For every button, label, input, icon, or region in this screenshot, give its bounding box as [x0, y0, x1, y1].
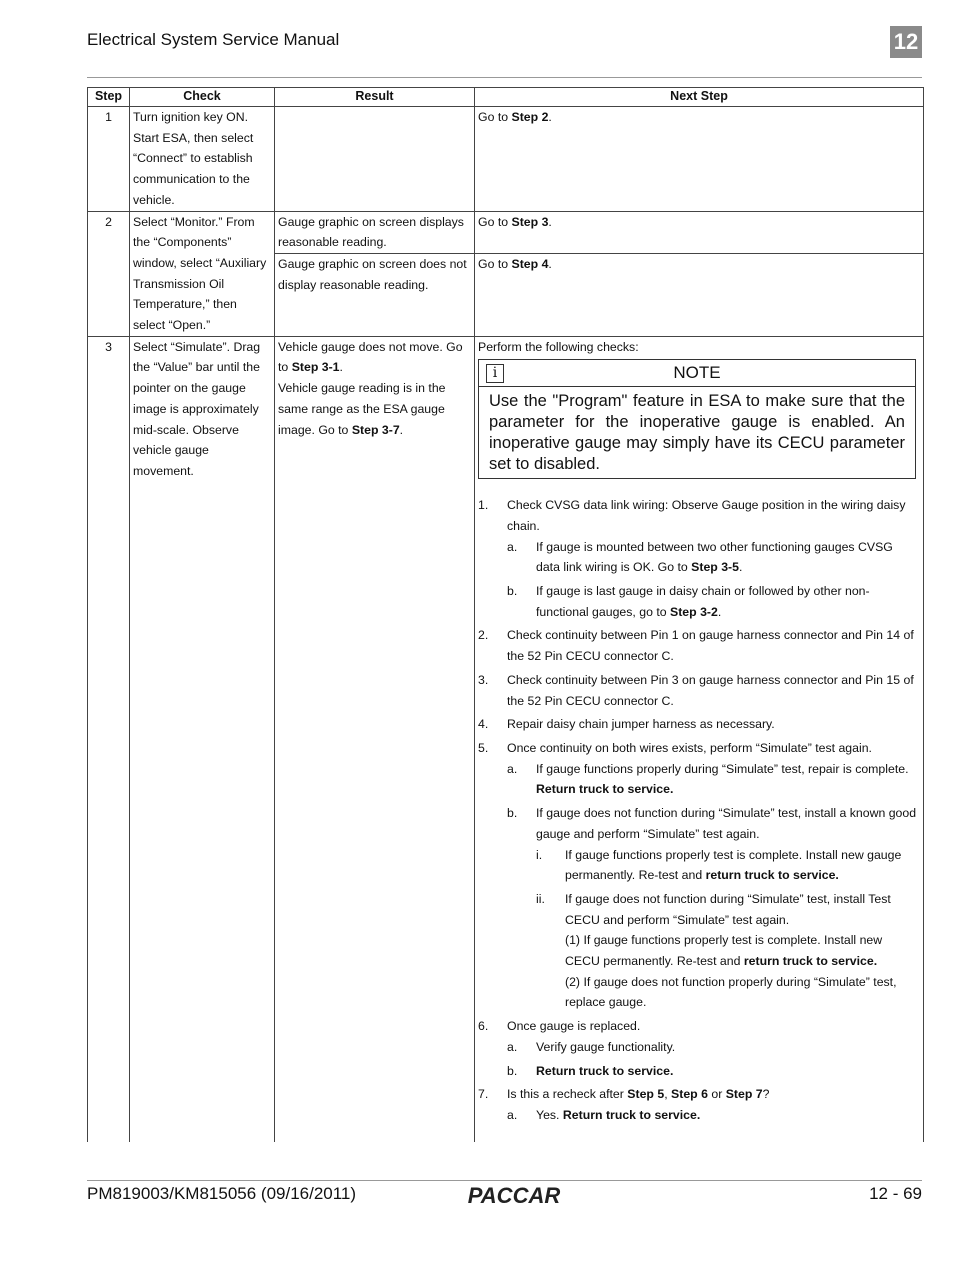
- item-letter: b.: [507, 1063, 518, 1078]
- item-number: 1.: [478, 498, 489, 513]
- step-link: Step 6: [671, 1087, 708, 1102]
- item-letter: a.: [507, 761, 518, 776]
- list-item: [478, 714, 920, 735]
- step-link: Step 3-1: [291, 360, 340, 375]
- result-text: [278, 378, 471, 440]
- step-link: Step 5: [627, 1087, 665, 1102]
- note-box: [478, 359, 916, 479]
- check-cell: [130, 107, 275, 212]
- result-text: Gauge graphic on screen does not display reasonable reading.: [278, 257, 467, 292]
- logo-text: PACCAR: [467, 1184, 561, 1206]
- sub-item: [507, 537, 920, 578]
- step-link: Step 7: [725, 1087, 763, 1102]
- list-item: [478, 625, 920, 666]
- sub-item: [507, 1105, 920, 1126]
- punct: ?: [762, 1087, 770, 1102]
- item-text: Once continuity on both wires exists, perform “Simulate” test again.: [507, 740, 872, 755]
- manual-title: Electrical System Service Manual: [87, 30, 340, 49]
- column-header-check: Check: [130, 88, 275, 107]
- chapter-badge: 12: [890, 26, 922, 58]
- result-cell: [275, 336, 475, 1142]
- outcome-text: (2) If gauge does not function properly during “Simulate” test, replace gauge.: [565, 974, 897, 1010]
- item-letter: b.: [507, 584, 518, 599]
- item-text: If gauge functions properly during “Simulate” test, repair is complete.: [536, 761, 909, 776]
- item-number: 2.: [478, 628, 489, 643]
- emphasis-text: return truck to service.: [743, 954, 878, 969]
- emphasis-text: Return truck to service.: [536, 782, 674, 797]
- step-link: Step 3-2: [670, 604, 718, 619]
- emphasis-text: Return truck to service.: [536, 1063, 674, 1078]
- item-text: Check continuity between Pin 3 on gauge harness connector and Pin 15 of the 52 Pin CECU connector C.: [507, 672, 914, 708]
- step-number: 2: [88, 211, 130, 336]
- item-text: If gauge does not function during “Simulate” test, install a known good gauge and perform “Simulate” test again.: [536, 806, 917, 841]
- check-text: Select “Simulate”. Drag the “Value” bar until the pointer on the gauge image is approximately mid-scale. Observe vehicle gauge movement.: [133, 339, 261, 478]
- column-header-next-step: Next Step: [475, 88, 924, 107]
- result-text: Gauge graphic on screen displays reasonable reading.: [278, 214, 464, 250]
- table-row: [88, 336, 924, 1142]
- item-letter: a.: [507, 1107, 518, 1122]
- item-text: Check CVSG data link wiring: Observe Gauge position in the wiring daisy chain.: [507, 498, 906, 533]
- page-number: 12 - 69: [869, 1184, 922, 1203]
- item-text: Yes.: [536, 1107, 563, 1122]
- list-item: [478, 738, 920, 1013]
- punct: .: [548, 257, 552, 272]
- step-link: Step 2: [511, 110, 549, 124]
- punct: .: [399, 422, 404, 437]
- next-step-text: Go to: [478, 257, 512, 272]
- result-cell: [275, 254, 475, 337]
- sub-sub-item: [536, 889, 920, 1013]
- punct: .: [548, 214, 552, 229]
- item-number: 3.: [478, 672, 489, 687]
- next-step-cell: [475, 254, 924, 337]
- info-icon: i: [486, 364, 504, 383]
- note-title: NOTE: [673, 363, 721, 383]
- table-row: [88, 211, 924, 254]
- item-text: If gauge functions properly test is complete. Install new gauge permanently. Re-test and: [565, 847, 902, 883]
- paccar-logo: [462, 1184, 566, 1211]
- item-text: Check continuity between Pin 1 on gauge harness connector and Pin 14 of the 52 Pin CECU connector C.: [507, 628, 914, 664]
- sub-sub-item: [536, 845, 920, 886]
- check-list: [478, 495, 920, 1125]
- item-number: 7.: [478, 1087, 489, 1102]
- item-text: If gauge is mounted between two other functioning gauges CVSG data link wiring is OK. Go to: [536, 539, 893, 575]
- step-number: 3: [88, 336, 130, 1142]
- punct: ,: [664, 1087, 672, 1102]
- note-body: Use the "Program" feature in ESA to make sure that the parameter for the inoperative gauge is enabled. An inoperative gauge may simply have its CECU parameter set to disabled.: [489, 392, 905, 473]
- outcome-text: [565, 930, 920, 971]
- step-link: Step 4: [511, 257, 549, 272]
- item-text: If gauge is last gauge in daisy chain or followed by other non-functional gauges, go to: [536, 584, 870, 619]
- next-step-text: Go to: [478, 214, 512, 229]
- item-number: 4.: [478, 717, 489, 732]
- sub-item: [507, 581, 920, 622]
- paccar-logo-mark: [462, 1184, 566, 1206]
- item-text: (1) If gauge functions properly test is complete. Install new CECU permanently. Re-test and: [565, 933, 883, 969]
- sub-item: [507, 1061, 920, 1082]
- table-row: [88, 107, 924, 212]
- item-number: 5.: [478, 740, 489, 755]
- step-link: Step 3: [511, 214, 549, 229]
- emphasis-text: Return truck to service.: [562, 1107, 701, 1122]
- list-item: [478, 1084, 920, 1125]
- punct: or: [707, 1087, 726, 1102]
- diagnostic-table: [87, 87, 924, 1142]
- punct: .: [339, 360, 343, 375]
- item-text: Verify gauge functionality.: [536, 1039, 676, 1054]
- item-letter: a.: [507, 1039, 518, 1054]
- item-roman: ii.: [536, 891, 545, 906]
- column-header-step: Step: [88, 88, 130, 107]
- note-header: [479, 360, 915, 387]
- punct: .: [738, 560, 743, 575]
- text: Vehicle gauge does not move. Go to: [278, 339, 463, 375]
- sub-item: [507, 759, 920, 800]
- column-header-result: Result: [275, 88, 475, 107]
- step-number: 1: [88, 107, 130, 212]
- next-step-cell: [475, 211, 924, 254]
- list-item: [478, 495, 920, 622]
- list-item: [478, 1016, 920, 1081]
- document-id: PM819003/KM815056 (09/16/2011): [87, 1184, 357, 1203]
- item-text: Once gauge is replaced.: [507, 1019, 641, 1034]
- punct: .: [548, 110, 552, 124]
- item-text: If gauge does not function during “Simulate” test, install Test CECU and perform “Simulate” test again.: [565, 891, 891, 927]
- intro-text: Perform the following checks:: [478, 339, 639, 354]
- check-text: Select “Monitor.” From the “Components” window, select “Auxiliary Transmission Oil Temperature,” then select “Open.”: [133, 214, 267, 333]
- item-text: Repair daisy chain jumper harness as necessary.: [507, 717, 775, 732]
- sub-item: [507, 1037, 920, 1058]
- next-step-cell: [475, 107, 924, 212]
- item-number: 6.: [478, 1019, 489, 1034]
- next-step-text: Go to: [478, 110, 512, 124]
- emphasis-text: return truck to service.: [705, 868, 839, 883]
- item-letter: a.: [507, 539, 518, 554]
- item-text: Is this a recheck after: [507, 1087, 628, 1102]
- table-header-row: [88, 88, 924, 107]
- list-item: [478, 670, 920, 711]
- step-link: Step 3-7: [351, 422, 400, 437]
- next-step-cell: [475, 336, 924, 1142]
- result-text: [278, 337, 471, 378]
- text: Vehicle gauge reading is in the same range as the ESA gauge image. Go to: [278, 381, 446, 437]
- check-cell: [130, 211, 275, 336]
- item-letter: b.: [507, 806, 518, 821]
- step-link: Step 3-5: [691, 560, 739, 575]
- result-cell: [275, 211, 475, 254]
- header-divider: [87, 77, 922, 78]
- item-roman: i.: [536, 847, 543, 862]
- check-text: Turn ignition key ON. Start ESA, then select “Connect” to establish communication to the vehicle.: [133, 110, 254, 207]
- sub-item: [507, 803, 920, 1013]
- check-cell: [130, 336, 275, 1142]
- punct: .: [717, 604, 722, 619]
- result-cell: [275, 107, 475, 212]
- footer-divider: [87, 1180, 922, 1181]
